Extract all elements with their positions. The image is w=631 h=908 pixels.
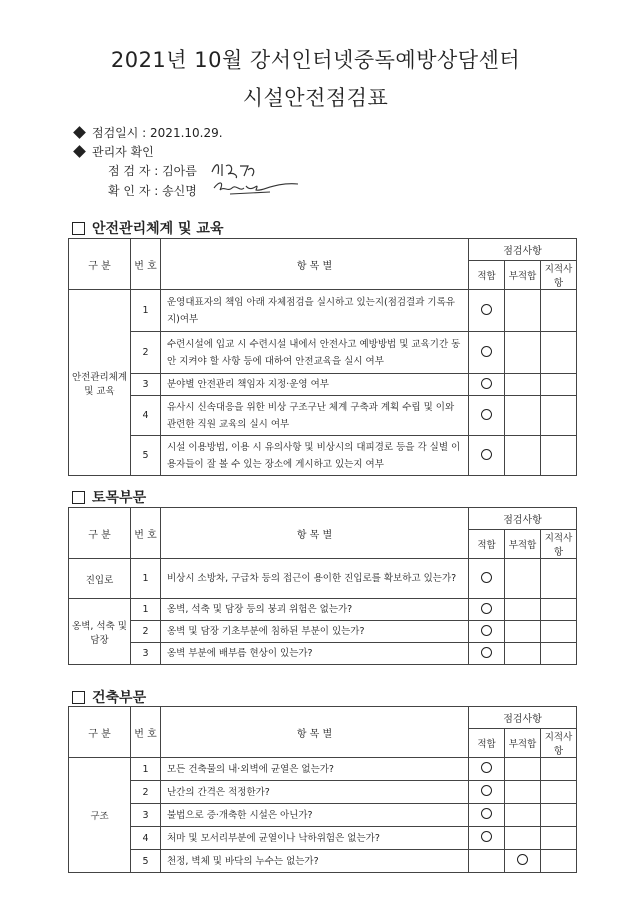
- note-cell: [541, 332, 577, 374]
- manager-confirm: [75, 143, 154, 160]
- diamond-bullet-icon: [73, 145, 86, 158]
- row-item: 천정, 벽체 및 바닥의 누수는 없는가?: [161, 850, 469, 873]
- row-item: 옹벽 부분에 배부름 현상이 있는가?: [161, 643, 469, 665]
- circle-mark-icon: [481, 808, 492, 819]
- notok-cell: [505, 781, 541, 804]
- ok-cell: [469, 758, 505, 781]
- ok-cell: [469, 850, 505, 873]
- inspection-date-text: 점검일시 : 2021.10.29.: [92, 126, 223, 140]
- header-note: 지적사항: [541, 530, 577, 559]
- ok-cell: [469, 781, 505, 804]
- ok-cell: [469, 374, 505, 396]
- row-number: 1: [131, 758, 161, 781]
- manager-confirm-text: 관리자 확인: [92, 145, 154, 159]
- ok-cell: [469, 396, 505, 436]
- notok-cell: [505, 621, 541, 643]
- note-cell: [541, 599, 577, 621]
- header-notok: 부적합: [505, 729, 541, 758]
- circle-mark-icon: [481, 625, 492, 636]
- row-number: 3: [131, 804, 161, 827]
- ok-cell: [469, 621, 505, 643]
- row-item: 수련시설에 입교 시 수련시설 내에서 안전사고 예방방법 및 교육기간 동안 지켜야 할 사항 등에 대하여 안전교육을 실시 여부: [161, 332, 469, 374]
- header-result: 점검사항: [469, 239, 577, 261]
- section-title-building: [72, 687, 146, 707]
- header-ok: 적합: [469, 261, 505, 290]
- header-items: 항 목 별: [161, 707, 469, 758]
- circle-mark-icon: [517, 854, 528, 865]
- notok-cell: [505, 599, 541, 621]
- row-item: 난간의 간격은 적정한가?: [161, 781, 469, 804]
- header-items: 항 목 별: [161, 508, 469, 559]
- ok-cell: [469, 643, 505, 665]
- row-item: 처마 및 모서리부분에 균열이나 낙하위험은 없는가?: [161, 827, 469, 850]
- row-item: 분야별 안전관리 책임자 지정·운영 여부: [161, 374, 469, 396]
- note-cell: [541, 374, 577, 396]
- circle-mark-icon: [481, 304, 492, 315]
- confirmer-line: 확 인 자 : 송신명: [108, 184, 197, 198]
- ok-cell: [469, 804, 505, 827]
- notok-cell: [505, 396, 541, 436]
- note-cell: [541, 621, 577, 643]
- row-item: 유사시 신속대응을 위한 비상 구조구난 체계 구축과 계획 수립 및 이와 관련한 직원 교육의 실시 여부: [161, 396, 469, 436]
- section-title-civil: [72, 487, 146, 507]
- inspector-line: 점 검 자 : 김아름: [108, 164, 197, 178]
- circle-mark-icon: [481, 831, 492, 842]
- header-category: 구 분: [69, 239, 131, 290]
- notok-cell: [505, 374, 541, 396]
- row-number: 2: [131, 332, 161, 374]
- row-item: 운영대표자의 책임 아래 자체점검을 실시하고 있는지(점검결과 기록유지)여부: [161, 290, 469, 332]
- row-number: 4: [131, 827, 161, 850]
- header-note: 지적사항: [541, 729, 577, 758]
- group-structure: 구조: [69, 758, 131, 873]
- header-result: 점검사항: [469, 508, 577, 530]
- circle-mark-icon: [481, 762, 492, 773]
- header-category: 구 분: [69, 707, 131, 758]
- note-cell: [541, 850, 577, 873]
- row-number: 2: [131, 781, 161, 804]
- row-number: 3: [131, 374, 161, 396]
- ok-cell: [469, 332, 505, 374]
- note-cell: [541, 290, 577, 332]
- header-ok: 적합: [469, 729, 505, 758]
- row-item: 옹벽 및 담장 기초부분에 침하된 부분이 있는가?: [161, 621, 469, 643]
- circle-mark-icon: [481, 378, 492, 389]
- header-ok: 적합: [469, 530, 505, 559]
- circle-mark-icon: [481, 647, 492, 658]
- note-cell: [541, 396, 577, 436]
- header-category: 구 분: [69, 508, 131, 559]
- row-item: 옹벽, 석축 및 담장 등의 붕괴 위험은 없는가?: [161, 599, 469, 621]
- notok-cell: [505, 850, 541, 873]
- header-items: 항 목 별: [161, 239, 469, 290]
- circle-mark-icon: [481, 449, 492, 460]
- document-title: 2021년 10월 강서인터넷중독예방상담센터: [110, 48, 521, 72]
- ok-cell: [469, 290, 505, 332]
- section-building-label: 건축부문: [92, 690, 147, 706]
- diamond-bullet-icon: [73, 126, 86, 139]
- row-number: 2: [131, 621, 161, 643]
- notok-cell: [505, 290, 541, 332]
- notok-cell: [505, 804, 541, 827]
- row-item: 시설 이용방법, 이용 시 유의사항 및 비상시의 대피경로 등을 각 실별 이용자들이 잘 볼 수 있는 장소에 게시하고 있는지 여부: [161, 436, 469, 476]
- notok-cell: [505, 559, 541, 599]
- note-cell: [541, 559, 577, 599]
- circle-mark-icon: [481, 785, 492, 796]
- section-civil-label: 토목부문: [92, 490, 147, 506]
- checkbox-icon: [72, 491, 85, 504]
- note-cell: [541, 436, 577, 476]
- header-number: 번 호: [131, 707, 161, 758]
- document-subtitle: 시설안전점검표: [242, 86, 389, 110]
- notok-cell: [505, 643, 541, 665]
- circle-mark-icon: [481, 572, 492, 583]
- checkbox-icon: [72, 222, 85, 235]
- safety-table: [68, 238, 577, 476]
- ok-cell: [469, 827, 505, 850]
- row-item: 비상시 소방차, 구급차 등의 접근이 용이한 진입로를 확보하고 있는가?: [161, 559, 469, 599]
- ok-cell: [469, 436, 505, 476]
- notok-cell: [505, 827, 541, 850]
- header-number: 번 호: [131, 508, 161, 559]
- note-cell: [541, 643, 577, 665]
- confirmer-signature: [210, 176, 302, 198]
- row-number: 5: [131, 850, 161, 873]
- row-item: 불법으로 증·개축한 시설은 아닌가?: [161, 804, 469, 827]
- building-table: [68, 706, 577, 873]
- notok-cell: [505, 332, 541, 374]
- circle-mark-icon: [481, 346, 492, 357]
- header-notok: 부적합: [505, 261, 541, 290]
- ok-cell: [469, 559, 505, 599]
- group-safety: 안전관리체계 및 교육: [69, 290, 131, 476]
- note-cell: [541, 804, 577, 827]
- note-cell: [541, 781, 577, 804]
- header-result: 점검사항: [469, 707, 577, 729]
- row-number: 1: [131, 599, 161, 621]
- note-cell: [541, 827, 577, 850]
- row-number: 3: [131, 643, 161, 665]
- section-safety-label: 안전관리체계 및 교육: [92, 221, 224, 237]
- header-notok: 부적합: [505, 530, 541, 559]
- civil-table: [68, 507, 577, 665]
- checkbox-icon: [72, 691, 85, 704]
- row-number: 1: [131, 559, 161, 599]
- row-item: 모든 건축물의 내·외벽에 균열은 없는가?: [161, 758, 469, 781]
- header-note: 지적사항: [541, 261, 577, 290]
- ok-cell: [469, 599, 505, 621]
- notok-cell: [505, 436, 541, 476]
- row-number: 1: [131, 290, 161, 332]
- row-number: 4: [131, 396, 161, 436]
- note-cell: [541, 758, 577, 781]
- row-number: 5: [131, 436, 161, 476]
- notok-cell: [505, 758, 541, 781]
- circle-mark-icon: [481, 603, 492, 614]
- inspection-date: [75, 124, 223, 141]
- circle-mark-icon: [481, 409, 492, 420]
- section-title-safety: [72, 218, 223, 238]
- group-retaining-wall: 옹벽, 석축 및 담장: [69, 599, 131, 665]
- header-number: 번 호: [131, 239, 161, 290]
- group-entrance: 진입로: [69, 559, 131, 599]
